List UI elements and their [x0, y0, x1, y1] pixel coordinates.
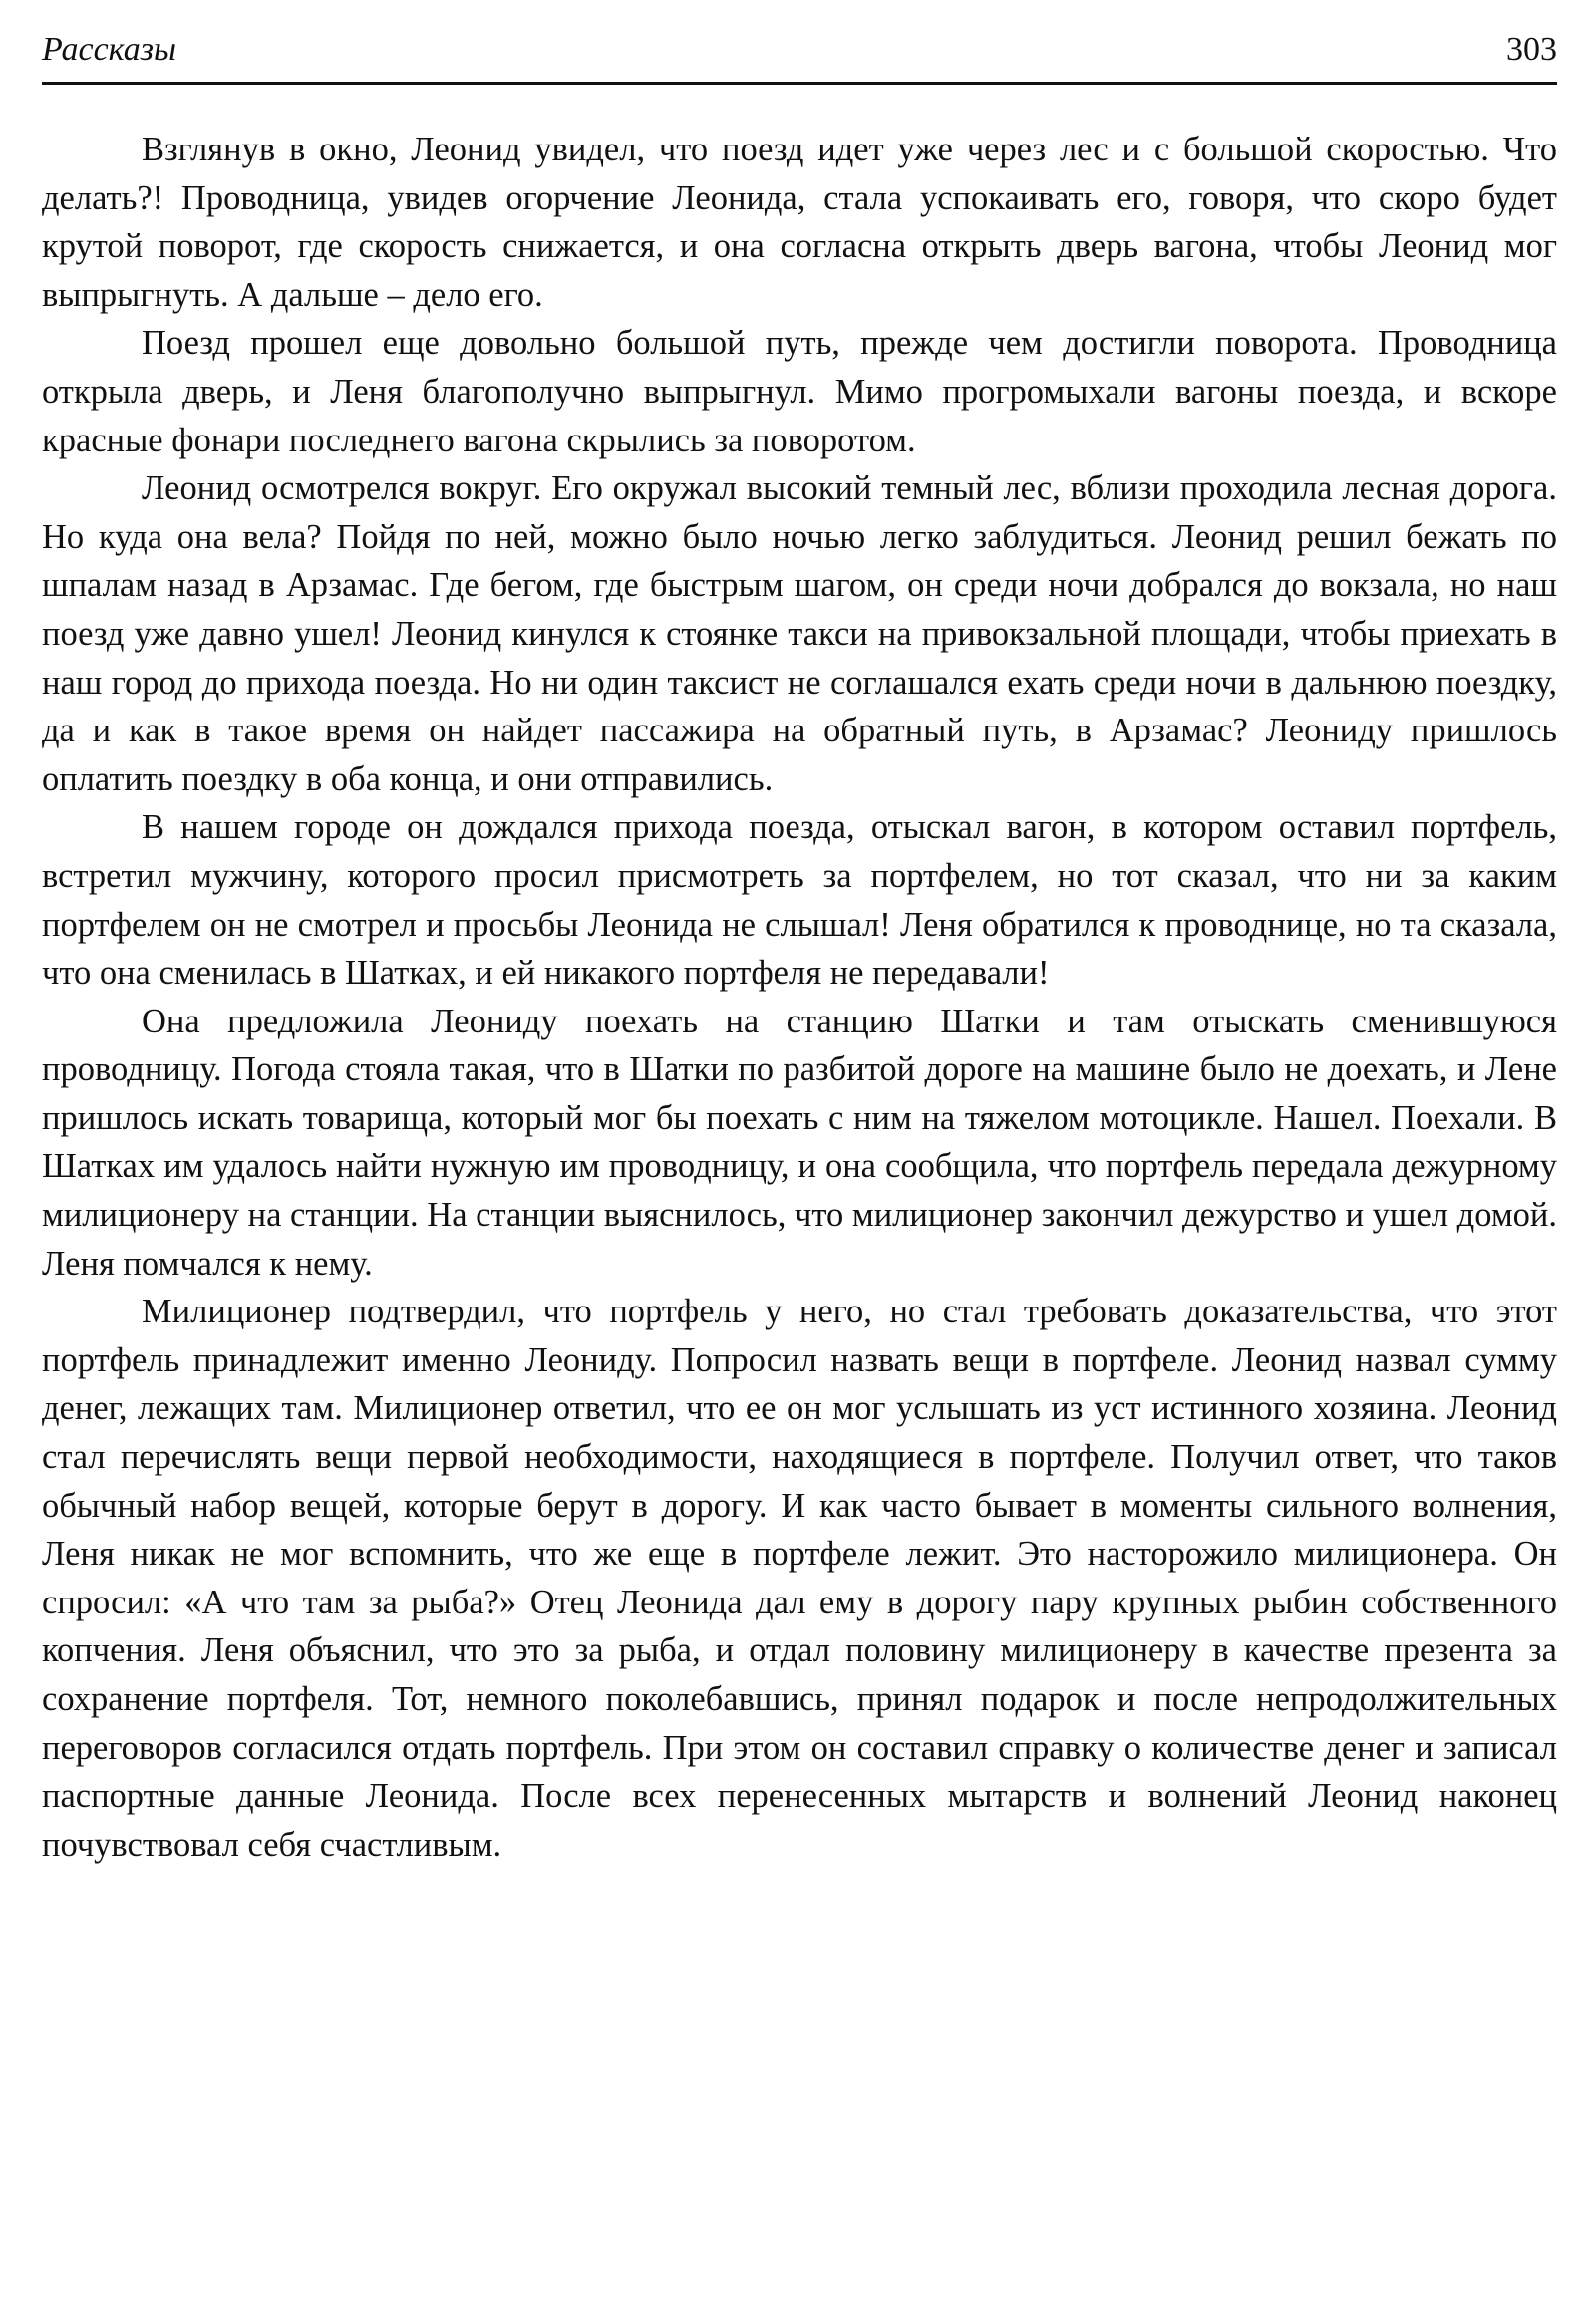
paragraph: Леонид осмотрелся вокруг. Его окружал высокий темный лес, вблизи проходила лесная дорога. Но куда она вела? Пойдя по ней, можно было ночью легко заблудиться. Леонид решил бежать по шпалам назад в Арзамас. Где бегом, где быстрым шагом, он среди ночи добрался до вокзала, но наш поезд уже давно ушел! Леонид кинулся к стоянке такси на привокзальной площади, чтобы приехать в наш город до прихода поезда. Но ни один таксист не соглашался ехать среди ночи в дальнюю поездку, да и как в такое время он найдет пассажира на обратный путь, в Арзамас? Леониду пришлось оплатить поездку в оба конца, и они отправились. — [42, 469, 1557, 798]
section-title: Рассказы — [42, 31, 177, 68]
header-divider — [42, 82, 1557, 85]
body-text — [42, 126, 1557, 1869]
paragraph: Милиционер подтвердил, что портфель у него, но стал требовать доказательства, что этот портфель принадлежит именно Леониду. Попросил назвать вещи в портфеле. Леонид назвал сумму денег, лежащих там. Милиционер ответил, что ее он мог услышать из уст истинного хозяина. Леонид стал перечислять вещи первой необходимости, находящиеся в портфеле. Получил ответ, что таков обычный набор вещей, которые берут в дорогу. И как часто бывает в моменты сильного волнения, Леня никак не мог вспомнить, что же еще в портфеле лежит. Это насторожило милиционера. Он спросил: «А что там за рыба?» Отец Леонида дал ему в дорогу пару крупных рыбин собственного копчения. Леня объяснил, что это за рыба, и отдал половину милиционеру в качестве презента за сохранение портфеля. Тот, немного поколебавшись, принял подарок и после непродолжительных переговоров согласился отдать портфель. При этом он составил справку о количестве денег и записал паспортные данные Леонида. После всех перенесенных мытарств и волнений Леонид наконец почувствовал себя счастливым. — [42, 1293, 1557, 1864]
page-number: 303 — [1506, 31, 1557, 68]
running-head — [42, 28, 1557, 76]
book-page — [42, 0, 1557, 2324]
paragraph: В нашем городе он дождался прихода поезда, отыскал вагон, в котором оставил портфель, встретил мужчину, которого просил присмотреть за портфелем, но тот сказал, что ни за каким портфелем он не смотрел и просьбы Леонида не слышал! Леня обратился к проводнице, но та сказала, что она сменилась в Шатках, и ей никакого портфеля не передавали! — [42, 808, 1557, 993]
paragraph: Она предложила Леониду поехать на станцию Шатки и там отыскать сменившуюся проводницу. Погода стояла такая, что в Шатки по разбитой дороге на машине было не доехать, и Лене пришлось искать товарища, который мог бы поехать с ним на тяжелом мотоцикле. Нашел. Поехали. В Шатках им удалось найти нужную им проводницу, и она сообщила, что портфель передала дежурному милиционеру на станции. На станции выяснилось, что милиционер закончил дежурство и ушел домой. Леня помчался к нему. — [42, 1002, 1557, 1283]
paragraph: Поезд прошел еще довольно большой путь, прежде чем достигли поворота. Проводница открыла дверь, и Леня благополучно выпрыгнул. Мимо прогромыхали вагоны поезда, и вскоре красные фонари последнего вагона скрылись за поворотом. — [42, 324, 1557, 459]
paragraph: Взглянув в окно, Леонид увидел, что поезд идет уже через лес и с большой скоростью. Что делать?! Проводница, увидев огорчение Леонида, стала успокаивать его, говоря, что скоро будет крутой поворот, где скорость снижается, и она согласна открыть дверь вагона, чтобы Леонид мог выпрыгнуть. А дальше – дело его. — [42, 131, 1557, 314]
